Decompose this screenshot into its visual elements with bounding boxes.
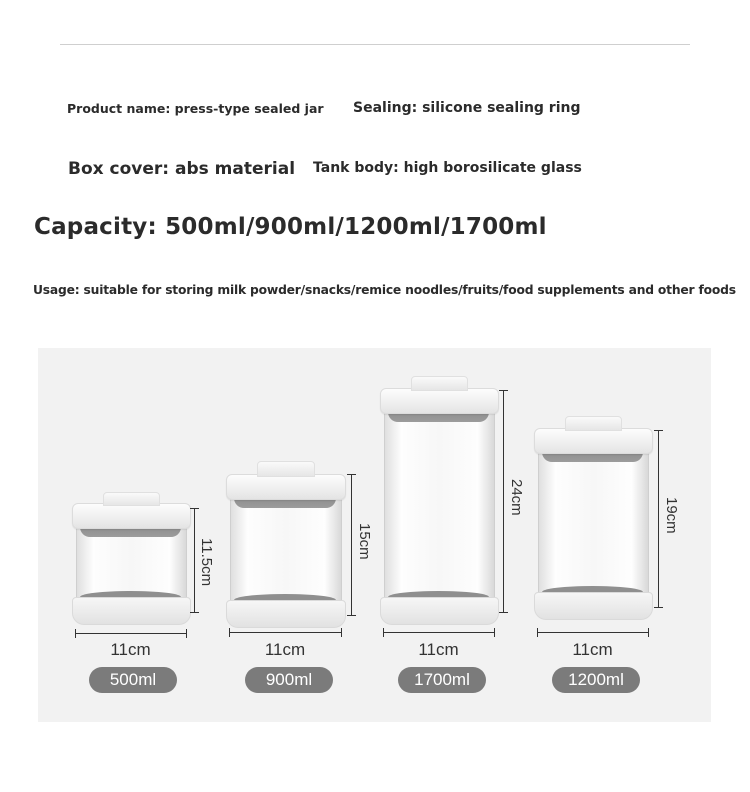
width-dimension-line	[75, 633, 187, 634]
capacity-badge: 900ml	[245, 667, 333, 693]
dimension-tick	[654, 430, 663, 431]
height-dimension-line	[503, 390, 504, 612]
dimension-tick	[186, 629, 187, 638]
jar-base	[72, 597, 191, 625]
width-dimension-line	[229, 632, 342, 633]
height-label: 19cm	[663, 496, 680, 534]
press-button	[565, 416, 622, 431]
capacity-badge: 1200ml	[552, 667, 640, 693]
jar-glass	[76, 527, 187, 599]
tank-body-spec: Tank body: high borosilicate glass	[313, 160, 582, 176]
dimension-tick	[494, 628, 495, 637]
width-dimension-line	[383, 632, 495, 633]
dimension-tick	[383, 628, 384, 637]
height-dimension-line	[351, 474, 352, 615]
width-label: 11cm	[418, 640, 459, 659]
press-button	[257, 461, 314, 477]
height-label: 24cm	[508, 479, 525, 516]
jar-base	[380, 597, 499, 625]
dimension-tick	[654, 607, 663, 608]
width-label: 11cm	[110, 640, 151, 659]
box-cover-spec: Box cover: abs material	[68, 159, 296, 179]
height-dimension-line	[658, 430, 659, 607]
height-label: 11.5cm	[198, 538, 215, 587]
press-button	[411, 376, 468, 391]
dimension-tick	[190, 612, 199, 613]
jar-glass	[538, 452, 649, 594]
width-label: 11cm	[264, 640, 306, 659]
jar-base	[226, 600, 346, 628]
dimension-tick	[347, 615, 356, 616]
dimension-tick	[347, 474, 356, 475]
product-name: Product name: press-type sealed jar	[67, 101, 324, 116]
jar-lid	[534, 428, 653, 454]
jar-glass	[230, 498, 342, 602]
dimension-tick	[75, 629, 76, 638]
dimension-tick	[190, 508, 199, 509]
dimension-tick	[229, 628, 230, 637]
jar-lid	[380, 388, 499, 414]
dimension-tick	[499, 612, 508, 613]
sealing-spec: Sealing: silicone sealing ring	[353, 100, 581, 116]
capacity-spec: Capacity: 500ml/900ml/1200ml/1700ml	[34, 214, 547, 240]
capacity-badge: 500ml	[89, 667, 177, 693]
jar-lid	[72, 503, 191, 529]
dimension-tick	[341, 628, 342, 637]
press-button	[103, 492, 160, 506]
dimension-tick	[537, 628, 538, 637]
jar-lid	[226, 474, 346, 500]
usage-spec: Usage: suitable for storing milk powder/snacks/remice noodles/fruits/food supplements and other foods	[33, 283, 736, 297]
width-dimension-line	[537, 632, 649, 633]
dimension-tick	[648, 628, 649, 637]
dimension-tick	[499, 390, 508, 391]
jar-glass	[384, 412, 495, 599]
height-dimension-line	[194, 508, 195, 612]
height-label: 15cm	[356, 522, 373, 560]
width-label: 11cm	[572, 640, 613, 659]
capacity-badge: 1700ml	[398, 667, 486, 693]
top-divider	[60, 44, 690, 45]
jar-base	[534, 592, 653, 620]
